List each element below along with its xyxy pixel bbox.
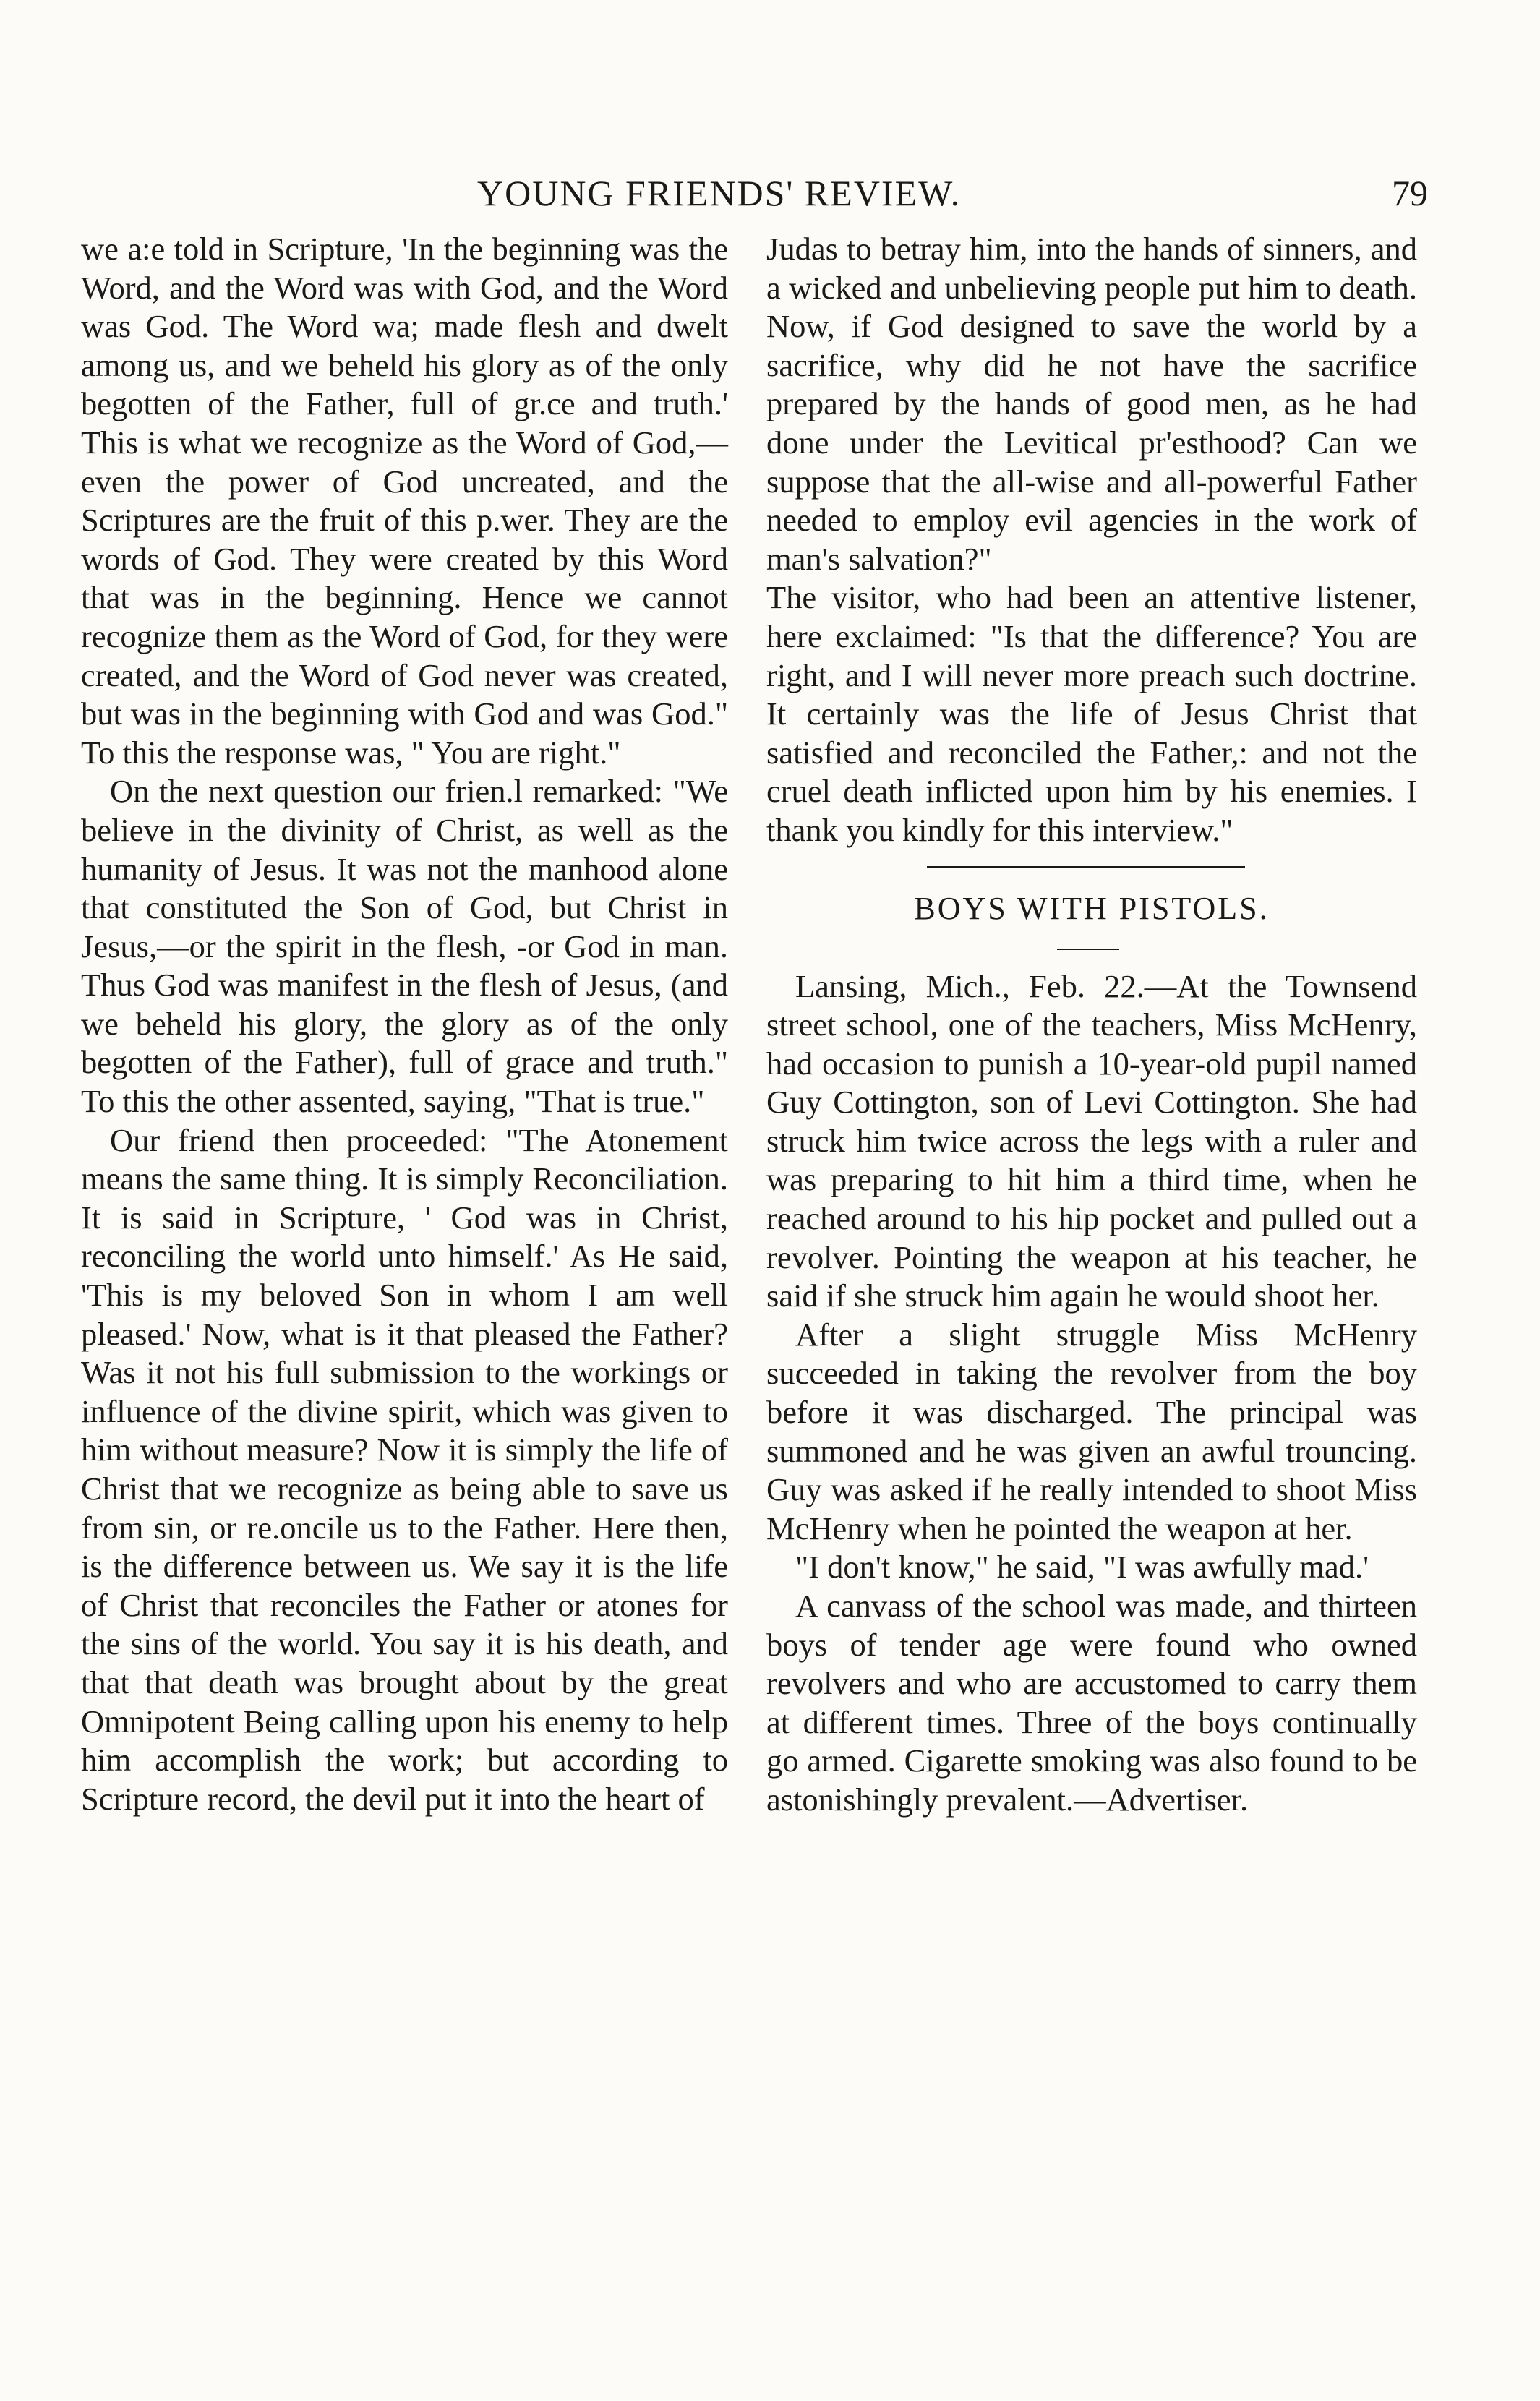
paragraph: Our friend then proceeded: "The Atonement means the same thing. It is simply Reconciliation. It is said in Scripture, ' God was in Christ, reconciling the world unto himself.' As He said, 'This is my beloved Son in whom I am well pleased.' Now, what is it that pleased the Father? Was it not his full submission to the workings or influence of the divine spirit, which was given to him without measure? Now it is simply the life of Christ that we recognize as being able to save us from sin, or re.oncile us to the Father. Here then, is the difference between us. We say it is the life of Christ that reconciles the Father or atones for the sins of the world. You say it is his death, and that that death was brought about by the great Omnipotent Being calling upon his enemy to help him accomplish the work; but according to Scripture record, the devil put it into the heart of (81, 1121, 728, 1817)
horizontal-rule (927, 866, 1245, 868)
paragraph: After a slight struggle Miss McHenry succeeded in taking the revolver from the boy before it was discharged. The principal was summoned and he was given an awful trouncing. Guy was asked if he really intended to shoot Miss McHenry when he pointed the weapon at her. (766, 1316, 1417, 1546)
paragraph: The visitor, who had been an attentive listener, here exclaimed: "Is that the difference? You are right, and I will never more preach such doctrine. It certainly was the life of Jesus Christ that satisfied and reconciled the Father,: and not the cruel death inflicted upon him by his enemies. I thank you kindly for this interview." (766, 579, 1417, 848)
short-rule (1057, 949, 1119, 950)
paragraph: On the next question our frien.l remarked: "We believe in the divinity of Christ, as well as the humanity of Jesus. It was not the manhood alone that constituted the Son of God, but Christ in Jesus,—or the spirit in the flesh, -or God in man. Thus God was manifest in the flesh of Jesus, (and we beheld his glory, the glory as of the only begotten of the Father), full of grace and truth." To this the other assented, saying, "That is true." (81, 773, 728, 1120)
paragraph: "I don't know," he said, "I was awfully mad.' (795, 1549, 1369, 1585)
paragraph: A canvass of the school was made, and thirteen boys of tender age were found who owned revolvers and who are accustomed to carry them at different times. Three of the boys continually go armed. Cigarette smoking was also found to be astonishingly prevalent.—Advertiser. (766, 1588, 1417, 1818)
running-head (0, 172, 1540, 223)
section-rule (766, 850, 1417, 889)
paragraph: Lansing, Mich., Feb. 22.—At the Townsend street school, one of the teachers, Miss McHenry, had occasion to punish a 10-year-old pupil named Guy Cottington, son of Levi Cottington. She had struck him twice across the legs with a ruler and was preparing to hit him a third time, when he reached around to his hip pocket and pulled out a revolver. Pointing the weapon at his teacher, he said if she struck him again he would shoot her. (766, 967, 1417, 1314)
paragraph: we a:e told in Scripture, 'In the beginning was the Word, and the Word was with God, and the Word was God. The Word wa; made flesh and dwelt among us, and we beheld his glory as of the only begotten of the Father, full of gr.ce and truth.' This is what we recognize as the Word of God,—even the power of God uncreated, and the Scriptures are the fruit of this p.wer. They are the words of God. They were created by this Word that was in the beginning. Hence we cannot recognize them as the Word of God, for they were created, and the Word of God never was created, but was in the beginning with God and was God." To this the response was, " You are right." (81, 231, 728, 771)
section-heading: BOYS WITH PISTOLS. (914, 890, 1270, 926)
page-number: 79 (1392, 173, 1428, 213)
right-column (766, 230, 1417, 1820)
running-title: YOUNG FRIENDS' REVIEW. (477, 173, 962, 213)
paragraph: Judas to betray him, into the hands of sinners, and a wicked and unbelieving people put him to death. Now, if God designed to save the world by a sacrifice, why did he not have the sacrifice prepared by the hands of good men, as he had done under the Levitical pr'esthood? Can we suppose that the all-wise and all-powerful Father needed to employ evil agencies in the work of man's salvation?" (766, 231, 1417, 577)
heading-divider (766, 928, 1417, 967)
left-column (81, 230, 728, 1818)
